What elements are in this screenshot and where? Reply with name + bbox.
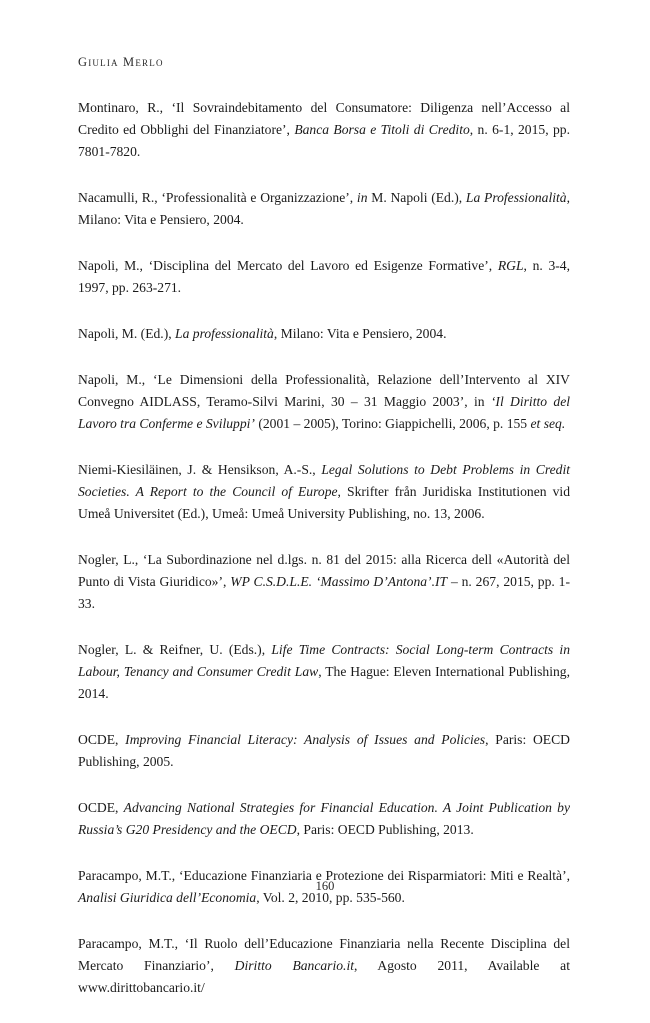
reference-text-segment: OCDE,	[78, 800, 124, 815]
reference-italic-segment: La Professionalità	[465, 190, 567, 205]
reference-text-segment: , Paris: OECD Publishing, 2013.	[296, 822, 474, 837]
reference-italic-segment: Analisi Giuridica dell’Economia	[78, 890, 257, 905]
reference-text-segment: , Agosto 2011, Available at www.dirittobancario.it/	[78, 958, 570, 995]
reference-entry	[78, 459, 570, 525]
reference-text-segment: M. Napoli (Ed.),	[367, 190, 466, 205]
reference-text-segment: Paracampo, M.T., ‘Educazione Finanziaria e Protezione dei Risparmiatori: Miti e Realtà’,	[78, 868, 570, 883]
reference-text-segment: , n. 6-1, 2015, pp. 7801-7820.	[78, 122, 570, 159]
reference-text-segment: Montinaro, R., ‘Il Sovraindebitamento del Consumatore: Diligenza nell’Accesso al Credito ed Obblighi del Finanziatore’,	[78, 100, 570, 137]
reference-entry	[78, 369, 570, 435]
reference-text-segment: , n. 3-4, 1997, pp. 263-271.	[78, 258, 570, 295]
reference-entry	[78, 323, 570, 345]
reference-entry	[78, 729, 570, 773]
reference-text-segment: Paracampo, M.T., ‘Il Ruolo dell’Educazione Finanziaria nella Recente Disciplina del Mercato Finanziario’,	[78, 936, 570, 973]
reference-text-segment: Nacamulli, R., ‘Professionalità e Organizzazione’,	[78, 190, 357, 205]
reference-text-segment: Napoli, M. (Ed.),	[78, 326, 176, 341]
reference-entry	[78, 255, 570, 299]
reference-text-segment: , Milano: Vita e Pensiero, 2004.	[273, 326, 447, 341]
reference-text-segment: Napoli, M., ‘Le Dimensioni della Professionalità, Relazione dell’Intervento al XIV Convegno AIDLASS, Teramo-Silvi Marini, 30 – 31 Maggio 2003’, in	[78, 372, 570, 409]
reference-italic-segment: Legal Solutions to Debt Problems in Credit Societies. A Report to the Council of Europe	[78, 462, 570, 499]
reference-italic-segment: Life Time Contracts: Social Long-term Contracts in Labour, Tenancy and Consumer Credit Law	[78, 642, 571, 679]
page-number: 160	[315, 879, 335, 893]
reference-text-segment: , The Hague: Eleven International Publishing, 2014.	[78, 664, 570, 701]
reference-text-segment: , Skrifter från Juridiska Institutionen vid Umeå Universitet (Ed.), Umeå: Umeå University Publishing, no. 13, 2006.	[78, 484, 571, 521]
reference-entry	[78, 639, 570, 705]
reference-text-segment: Napoli, M., ‘Disciplina del Mercato del Lavoro ed Esigenze Formative’,	[78, 258, 498, 273]
reference-entry	[78, 97, 570, 163]
reference-entry	[78, 549, 570, 615]
reference-text-segment: (2001 – 2005), Torino: Giappichelli, 2006, p. 155	[254, 416, 531, 431]
reference-italic-segment: in	[356, 190, 368, 205]
reference-italic-segment: Improving Financial Literacy: Analysis of Issues and Policies	[125, 732, 486, 747]
reference-text-segment: , Paris: OECD Publishing, 2005.	[78, 732, 570, 769]
reference-italic-segment: Diritto Bancario.it	[234, 958, 354, 973]
running-head: Giulia Merlo	[78, 55, 164, 69]
reference-text-segment: OCDE,	[78, 732, 126, 747]
reference-text-segment: Nogler, L. & Reifner, U. (Eds.),	[78, 642, 272, 657]
reference-italic-segment: RGL	[497, 258, 524, 273]
reference-italic-segment: Advancing National Strategies for Financial Education. A Joint Publication by Russia’s G20 Presidency and the OECD	[78, 800, 570, 837]
reference-italic-segment: et seq.	[530, 416, 566, 431]
reference-text-segment: , Milano: Vita e Pensiero, 2004.	[78, 190, 571, 227]
reference-italic-segment: ‘Il Diritto del Lavoro tra Conferme e Sviluppi’	[78, 394, 571, 431]
reference-text-segment: , Vol. 2, 2010, pp. 535-560.	[256, 890, 405, 905]
reference-italic-segment: Banca Borsa e Titoli di Credito	[294, 122, 470, 137]
reference-italic-segment: La professionalità	[175, 326, 274, 341]
reference-entry	[78, 933, 570, 999]
reference-entry	[78, 187, 570, 231]
reference-entry	[78, 797, 570, 841]
reference-text-segment: Nogler, L., ‘La Subordinazione nel d.lgs. n. 81 del 2015: alla Ricerca dell «Autorità del Punto di Vista Giuridico»’,	[78, 552, 570, 589]
reference-text-segment: Niemi-Kiesiläinen, J. & Hensikson, A.-S.,	[78, 462, 322, 477]
reference-italic-segment: WP C.S.D.L.E. ‘Massimo D’Antona’.IT	[230, 574, 448, 589]
reference-text-segment: – n. 267, 2015, pp. 1-33.	[78, 574, 570, 611]
